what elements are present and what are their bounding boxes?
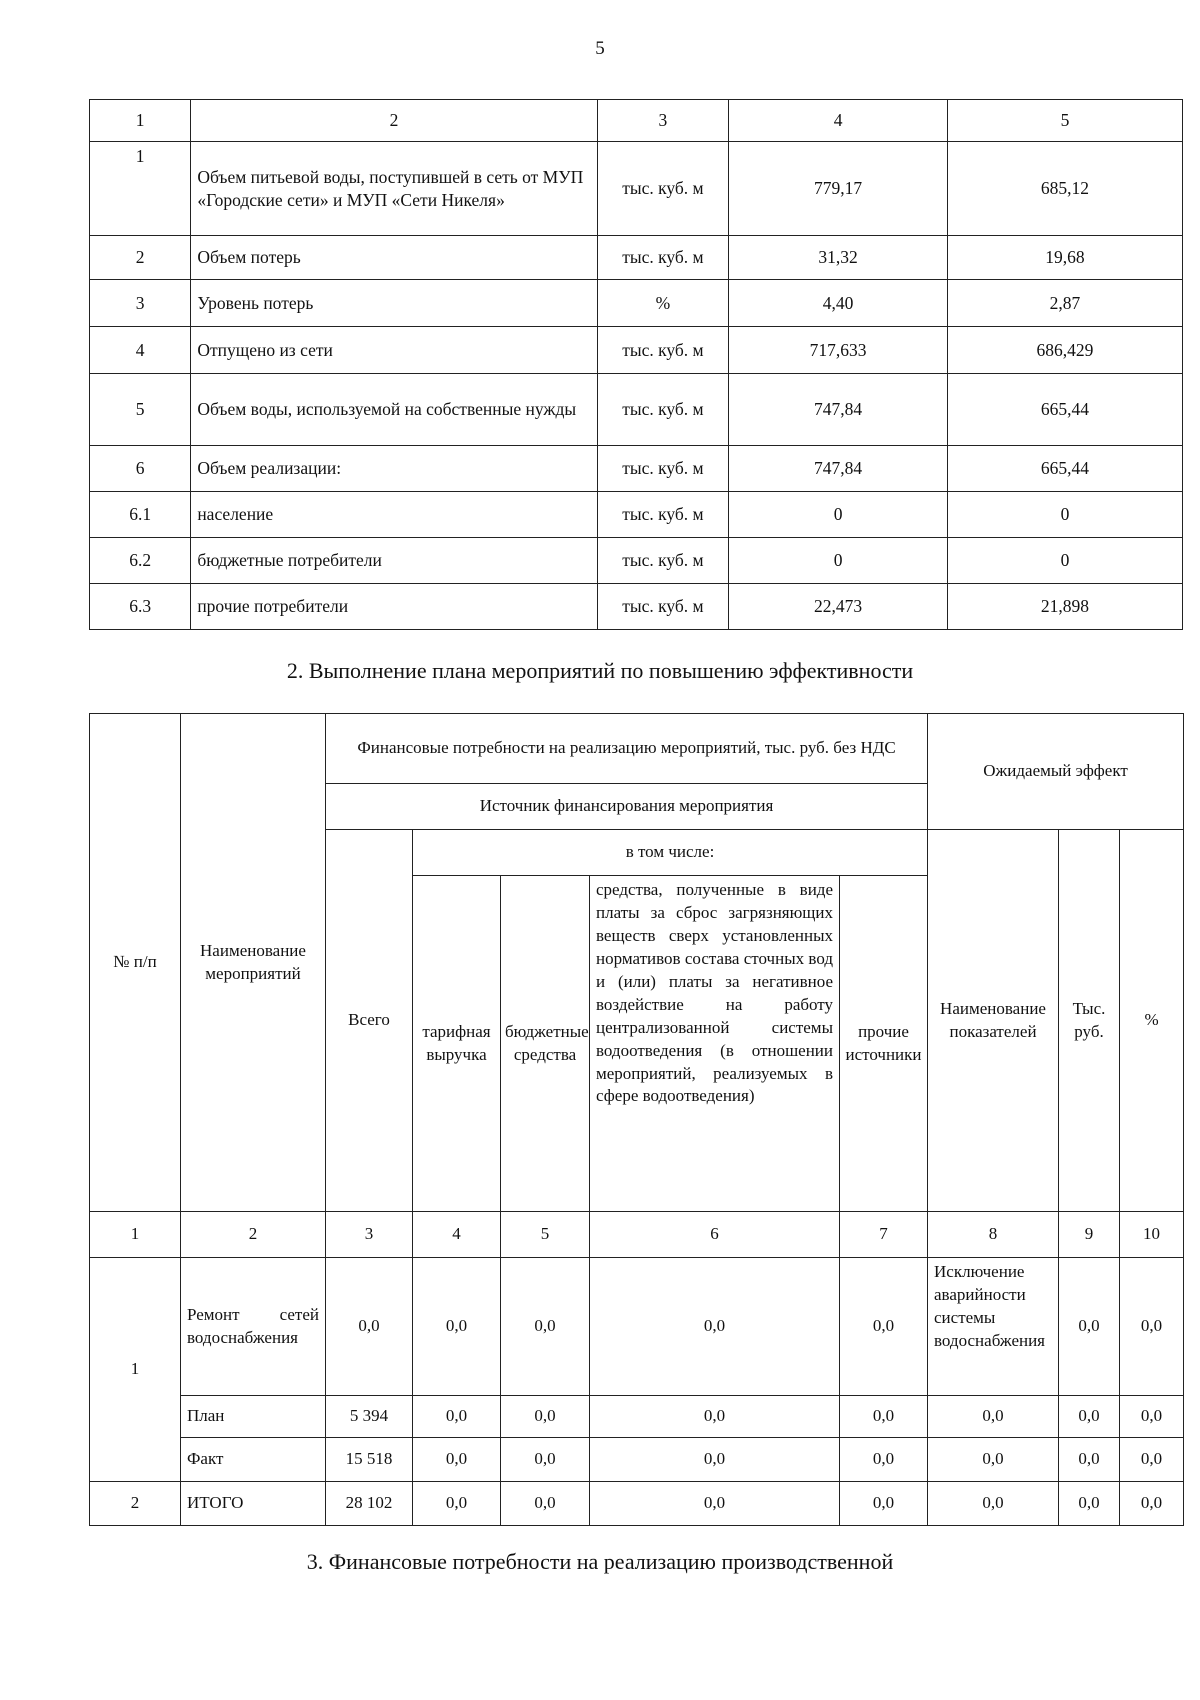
table-row	[90, 327, 1183, 374]
table-header-row	[90, 714, 1184, 784]
header-including: в том числе:	[413, 830, 928, 876]
row-name: Объем потерь	[191, 236, 597, 280]
row-value-4: 31,32	[729, 236, 948, 280]
efficiency-plan-table	[89, 713, 1184, 1526]
header-pollution-fees: средства, полученные в виде платы за сброс загрязняющих веществ сверх установленных нормативов состава сточных вод и (или) платы за негативное воздействие на работу централизованной системы водоотведения (в отношении мероприятий, реализуемых в сфере водоотведения)	[590, 876, 840, 1212]
row-percent: 0,0	[1120, 1258, 1184, 1396]
row-fees: 0,0	[590, 1482, 840, 1526]
header-total: Всего	[326, 830, 413, 1212]
row-number: 2	[90, 236, 191, 280]
table-row	[90, 584, 1183, 630]
section-3-heading: 3. Финансовые потребности на реализацию производственной	[306, 1549, 894, 1574]
row-unit: тыс. куб. м	[597, 584, 729, 630]
table-row	[90, 1438, 1184, 1482]
row-name: План	[181, 1396, 326, 1438]
row-indicator: 0,0	[928, 1396, 1059, 1438]
row-name: Объем питьевой воды, поступившей в сеть от МУП «Городские сети» и МУП «Сети Никеля»	[191, 142, 597, 236]
row-budget: 0,0	[501, 1482, 590, 1526]
header-funding-source: Источник финансирования мероприятия	[326, 784, 928, 830]
column-number-cell: 2	[181, 1212, 326, 1258]
row-value-4: 0	[729, 492, 948, 538]
row-value-4: 747,84	[729, 446, 948, 492]
table-row	[90, 142, 1183, 236]
column-number-cell: 3	[326, 1212, 413, 1258]
table-row	[90, 446, 1183, 492]
row-other: 0,0	[840, 1258, 928, 1396]
row-name: Ремонт сетей водоснабжения	[181, 1258, 326, 1396]
row-value-4: 779,17	[729, 142, 948, 236]
row-unit: %	[597, 280, 729, 327]
row-value-5: 686,429	[947, 327, 1182, 374]
column-number-cell: 9	[1059, 1212, 1120, 1258]
table-row	[90, 538, 1183, 584]
table-row	[90, 280, 1183, 327]
row-percent: 0,0	[1120, 1438, 1184, 1482]
header-number: № п/п	[90, 714, 181, 1212]
row-total: 15 518	[326, 1438, 413, 1482]
row-unit: тыс. куб. м	[597, 374, 729, 446]
row-number: 1	[90, 142, 191, 236]
row-name: Уровень потерь	[191, 280, 597, 327]
column-number-cell: 4	[729, 100, 948, 142]
row-value-4: 717,633	[729, 327, 948, 374]
row-value-5: 2,87	[947, 280, 1182, 327]
row-unit: тыс. куб. м	[597, 538, 729, 584]
column-number-cell: 5	[947, 100, 1182, 142]
row-unit: тыс. куб. м	[597, 492, 729, 538]
row-number: 3	[90, 280, 191, 327]
row-value-5: 0	[947, 492, 1182, 538]
row-value-5: 685,12	[947, 142, 1182, 236]
row-other: 0,0	[840, 1482, 928, 1526]
row-indicator: Исключение аварийности системы водоснабжения	[928, 1258, 1059, 1396]
row-name: Объем реализации:	[191, 446, 597, 492]
row-budget: 0,0	[501, 1396, 590, 1438]
header-percent: %	[1120, 830, 1184, 1212]
table-row	[90, 1396, 1184, 1438]
row-number: 6	[90, 446, 191, 492]
header-thousand-rub: Тыс. руб.	[1059, 830, 1120, 1212]
row-number: 2	[90, 1482, 181, 1526]
row-unit: тыс. куб. м	[597, 142, 729, 236]
row-tariff: 0,0	[413, 1258, 501, 1396]
column-number-cell: 2	[191, 100, 597, 142]
header-expected-effect: Ожидаемый эффект	[928, 714, 1184, 830]
page-number: 5	[595, 38, 605, 59]
water-balance-table	[89, 99, 1183, 630]
row-indicator: 0,0	[928, 1482, 1059, 1526]
row-unit: тыс. куб. м	[597, 327, 729, 374]
row-unit: тыс. куб. м	[597, 446, 729, 492]
table-row	[90, 492, 1183, 538]
row-other: 0,0	[840, 1438, 928, 1482]
column-number-cell: 8	[928, 1212, 1059, 1258]
row-name: ИТОГО	[181, 1482, 326, 1526]
header-activity-name: Наименование мероприятий	[181, 714, 326, 1212]
row-total: 0,0	[326, 1258, 413, 1396]
row-tariff: 0,0	[413, 1438, 501, 1482]
row-budget: 0,0	[501, 1438, 590, 1482]
row-number: 6.1	[90, 492, 191, 538]
column-number-cell: 5	[501, 1212, 590, 1258]
row-tariff: 0,0	[413, 1482, 501, 1526]
row-value-5: 0	[947, 538, 1182, 584]
row-percent: 0,0	[1120, 1396, 1184, 1438]
row-value-4: 747,84	[729, 374, 948, 446]
column-numbers-row	[90, 1212, 1184, 1258]
row-number: 6.2	[90, 538, 191, 584]
column-number-cell: 6	[590, 1212, 840, 1258]
row-name: население	[191, 492, 597, 538]
row-name: Объем воды, используемой на собственные нужды	[191, 374, 597, 446]
row-thousand: 0,0	[1059, 1482, 1120, 1526]
row-name: Отпущено из сети	[191, 327, 597, 374]
row-thousand: 0,0	[1059, 1438, 1120, 1482]
row-number: 5	[90, 374, 191, 446]
row-number: 4	[90, 327, 191, 374]
row-value-4: 0	[729, 538, 948, 584]
row-number: 6.3	[90, 584, 191, 630]
row-value-5: 21,898	[947, 584, 1182, 630]
table-row	[90, 236, 1183, 280]
row-value-5: 19,68	[947, 236, 1182, 280]
row-percent: 0,0	[1120, 1482, 1184, 1526]
column-number-cell: 1	[90, 1212, 181, 1258]
header-tariff-revenue: тарифная выручка	[413, 876, 501, 1212]
row-budget: 0,0	[501, 1258, 590, 1396]
table-row	[90, 1482, 1184, 1526]
row-value-5: 665,44	[947, 374, 1182, 446]
row-total: 28 102	[326, 1482, 413, 1526]
row-name: Факт	[181, 1438, 326, 1482]
column-number-cell: 1	[90, 100, 191, 142]
row-other: 0,0	[840, 1396, 928, 1438]
column-number-cell: 7	[840, 1212, 928, 1258]
row-thousand: 0,0	[1059, 1396, 1120, 1438]
header-indicator-name: Наименование показателей	[928, 830, 1059, 1212]
column-number-cell: 10	[1120, 1212, 1184, 1258]
row-value-4: 22,473	[729, 584, 948, 630]
table-header-row	[90, 100, 1183, 142]
row-name: прочие потребители	[191, 584, 597, 630]
table-row	[90, 374, 1183, 446]
row-number: 1	[90, 1258, 181, 1482]
row-unit: тыс. куб. м	[597, 236, 729, 280]
row-value-4: 4,40	[729, 280, 948, 327]
row-thousand: 0,0	[1059, 1258, 1120, 1396]
row-fees: 0,0	[590, 1396, 840, 1438]
header-other-sources: прочие источники	[840, 876, 928, 1212]
row-indicator: 0,0	[928, 1438, 1059, 1482]
row-total: 5 394	[326, 1396, 413, 1438]
row-fees: 0,0	[590, 1258, 840, 1396]
section-2-heading: 2. Выполнение плана мероприятий по повышению эффективности	[286, 658, 914, 683]
header-budget-funds: бюджетные средства	[501, 876, 590, 1212]
table-row	[90, 1258, 1184, 1396]
column-number-cell: 4	[413, 1212, 501, 1258]
row-tariff: 0,0	[413, 1396, 501, 1438]
row-value-5: 665,44	[947, 446, 1182, 492]
row-fees: 0,0	[590, 1438, 840, 1482]
row-name: бюджетные потребители	[191, 538, 597, 584]
column-number-cell: 3	[597, 100, 729, 142]
header-financial-needs: Финансовые потребности на реализацию мероприятий, тыс. руб. без НДС	[326, 714, 928, 784]
